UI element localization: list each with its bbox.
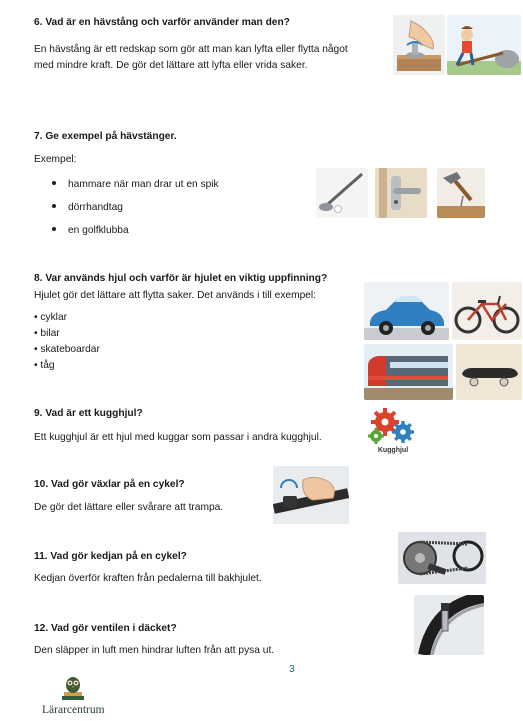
question-6-answer-line-2: med mindre kraft. De gör det lättare att lyfta eller vrida saker. (34, 60, 308, 71)
question-7-intro: Exempel: (34, 154, 77, 165)
lever-hand-image (393, 15, 445, 75)
question-7-item (52, 225, 129, 236)
question-10-title: 10. Vad gör växlar på en cykel? (34, 479, 185, 490)
question-10-answer: De gör det lättare eller svårare att trampa. (34, 502, 224, 513)
question-8-item: • skateboardar (34, 344, 100, 355)
question-7-item (52, 179, 219, 190)
question-11-title: 11. Vad gör kedjan på en cykel? (34, 551, 187, 562)
tire-valve-image (414, 595, 484, 655)
bike-gear-shifter-image (273, 466, 349, 524)
gears-image (367, 402, 419, 456)
golf-club-image (316, 168, 368, 218)
bullet-icon (52, 227, 56, 231)
hammer-nail-image (437, 168, 485, 218)
question-12-answer: Den släpper in luft men hindrar luften från att pysa ut. (34, 645, 275, 656)
question-9-answer: Ett kugghjul är ett hjul med kuggar som passar i andra kugghjul. (34, 432, 322, 443)
question-7-item-text: hammare när man drar ut en spik (68, 179, 219, 190)
question-7-item (52, 202, 123, 213)
bike-chain-image (398, 532, 486, 584)
door-handle-image (375, 168, 427, 218)
car-image (364, 282, 449, 340)
skateboard-image (456, 344, 522, 400)
bullet-icon (52, 204, 56, 208)
train-image (364, 344, 453, 400)
question-6-answer-line-1: En hävstång är ett redskap som gör att man kan lyfta eller flytta något (34, 44, 348, 55)
question-8-title: 8. Var används hjul och varför är hjulet en viktig uppfinning? (34, 273, 328, 284)
lararcentrum-logo-text: Lärarcentrum (42, 704, 105, 716)
question-8-item: • cyklar (34, 312, 67, 323)
question-6-title: 6. Vad är en hävstång och varför använder man den? (34, 17, 290, 28)
bicycle-image (452, 282, 522, 340)
question-7-title: 7. Ge exempel på hävstänger. (34, 131, 177, 142)
owl-books-logo-icon (58, 674, 88, 704)
question-11-answer: Kedjan överför kraften från pedalerna till bakhjulet. (34, 573, 262, 584)
question-9-title: 9. Vad är ett kugghjul? (34, 408, 143, 419)
question-7-item-text: dörrhandtag (68, 202, 123, 213)
gears-image-label: Kugghjul (377, 447, 409, 454)
question-8-item: • bilar (34, 328, 60, 339)
question-12-title: 12. Vad gör ventilen i däcket? (34, 623, 177, 634)
question-7-item-text: en golfklubba (68, 225, 129, 236)
question-8-intro: Hjulet gör det lättare att flytta saker. Det används i till exempel: (34, 290, 316, 301)
lever-boy-rock-image (447, 15, 521, 75)
bullet-icon (52, 181, 56, 185)
question-8-item: • tåg (34, 360, 55, 371)
page-number: 3 (289, 664, 295, 675)
